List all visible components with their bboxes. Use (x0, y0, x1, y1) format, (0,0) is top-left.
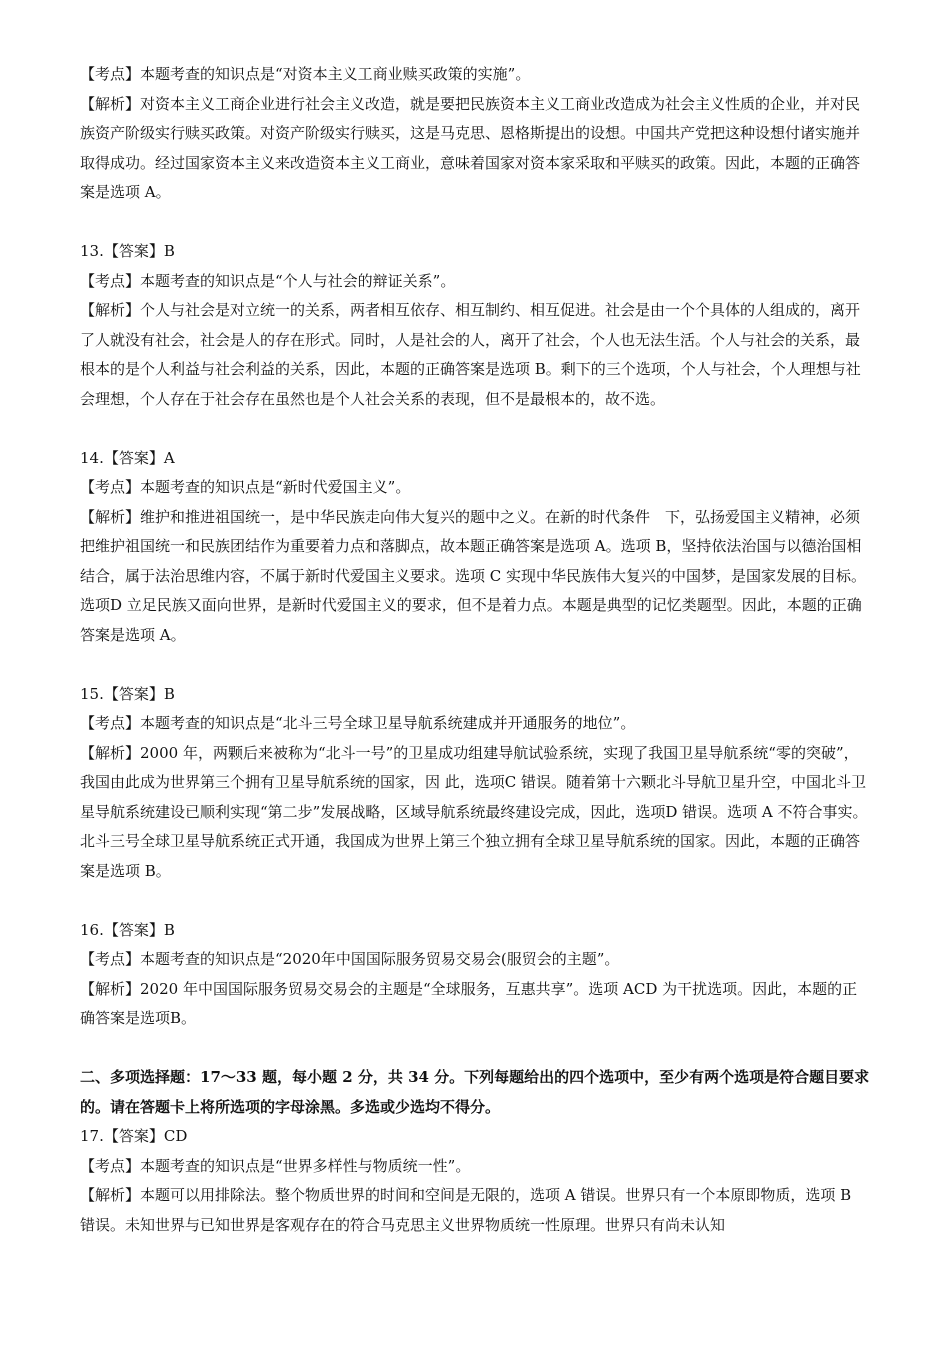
section2-heading: 二、多项选择题：17～33 题，每小题 2 分，共 34 分。下列每题给出的四个选项中，至少有两个选项是符合题目要求的。请在答题卡上将所选项的字母涂黑。多选或少选均不得分。 (80, 1068, 870, 1116)
q14-jiexi: 【解析】维护和推进祖国统一，是中华民族走向伟大复兴的题中之义。在新的时代条件 下，弘扬爱国主义精神，必须把维护祖国统一和民族团结作为重要着力点和落脚点，故本题正确答案是选项 A。选项 B，坚持依法治国与以德治国相结合，属于法治思维内容，不属于新时代爱国主义要求。选项 C 实现中华民族伟大复兴的中国梦，是国家发展的目标。选项D 立足民族又面向世界，是新时代爱国主义的要求，但不是着力点。本题是典型的记忆类题型。因此，本题的正确答案是选项 A。 (80, 507, 867, 644)
q13-answer: 13.【答案】B (80, 242, 175, 260)
document-page (80, 60, 870, 1240)
q12-jiexi: 【解析】对资本主义工商企业进行社会主义改造，就是要把民族资本主义工商业改造成为社会主义性质的企业，并对民族资产阶级实行赎买政策。对资产阶级实行赎买，这是马克思、恩格斯提出的设想。中国共产党把这种设想付诸实施并取得成功。经过国家资本主义来改造资本主义工商业，意味着国家对资本家采取和平赎买的政策。因此，本题的正确答案是选项 A。 (80, 94, 861, 201)
q15-kaodian: 【考点】本题考查的知识点是“北斗三号全球卫星导航系统建成并开通服务的地位”。 (80, 714, 636, 732)
q12-kaodian: 【考点】本题考查的知识点是“对资本主义工商业赎买政策的实施”。 (80, 65, 531, 83)
spacer (80, 208, 870, 238)
q14-answer: 14.【答案】A (80, 448, 175, 467)
spacer (80, 886, 870, 916)
q17-answer: 17.【答案】CD (80, 1127, 188, 1145)
q15-jiexi: 【解析】2000 年，两颗后来被称为“北斗一号”的卫星成功组建导航试验系统，实现了我国卫星导航系统“零的突破”，我国由此成为世界第三个拥有卫星导航系统的国家，因 此，选项C 错误。随着第十六颗北斗导航卫星升空，中国北斗卫星导航系统建设已顺利实现“第二步”发展战略，区域导航系统最终建设完成，因此，选项D 错误。选项 A 不符合事实。北斗三号全球卫星导航系统正式开通，我国成为世界上第三个独立拥有全球卫星导航系统的国家。因此，本题的正确答案是选项 B。 (80, 743, 868, 880)
q17-kaodian: 【考点】本题考查的知识点是“世界多样性与物质统一性”。 (80, 1156, 471, 1175)
q13-jiexi: 【解析】个人与社会是对立统一的关系，两者相互依存、相互制约、相互促进。社会是由一个个具体的人组成的，离开了人就没有社会，社会是人的存在形式。同时，人是社会的人，离开了社会，个人也无法生活。个人与社会的关系，最根本的是个人利益与社会利益的关系，因此，本题的正确答案是选项 B。剩下的三个选项，个人与社会，个人理想与社会理想，个人存在于社会存在虽然也是个人社会关系的表现，但不是最根本的，故不选。 (80, 301, 861, 408)
q15-answer: 15.【答案】B (80, 684, 175, 703)
q16-kaodian: 【考点】本题考查的知识点是“2020年中国国际服务贸易交易会(服贸会的主题”。 (80, 950, 620, 968)
q14-kaodian: 【考点】本题考查的知识点是“新时代爱国主义”。 (80, 478, 411, 496)
spacer (80, 1034, 870, 1064)
spacer (80, 650, 870, 680)
q16-answer: 16.【答案】B (80, 920, 175, 939)
spacer (80, 414, 870, 444)
q16-jiexi: 【解析】2020 年中国国际服务贸易交易会的主题是“全球服务，互惠共享”。选项 ACD 为干扰选项。因此，本题的正确答案是选项B。 (80, 979, 858, 1027)
q17-jiexi: 【解析】本题可以用排除法。整个物质世界的时间和空间是无限的，选项 A 错误。世界只有一个本原即物质，选项 B 错误。未知世界与已知世界是客观存在的符合马克思主义世界物质统一性原理。世界只有尚未认知 (80, 1186, 856, 1234)
q13-kaodian: 【考点】本题考查的知识点是“个人与社会的辩证关系”。 (80, 271, 456, 290)
